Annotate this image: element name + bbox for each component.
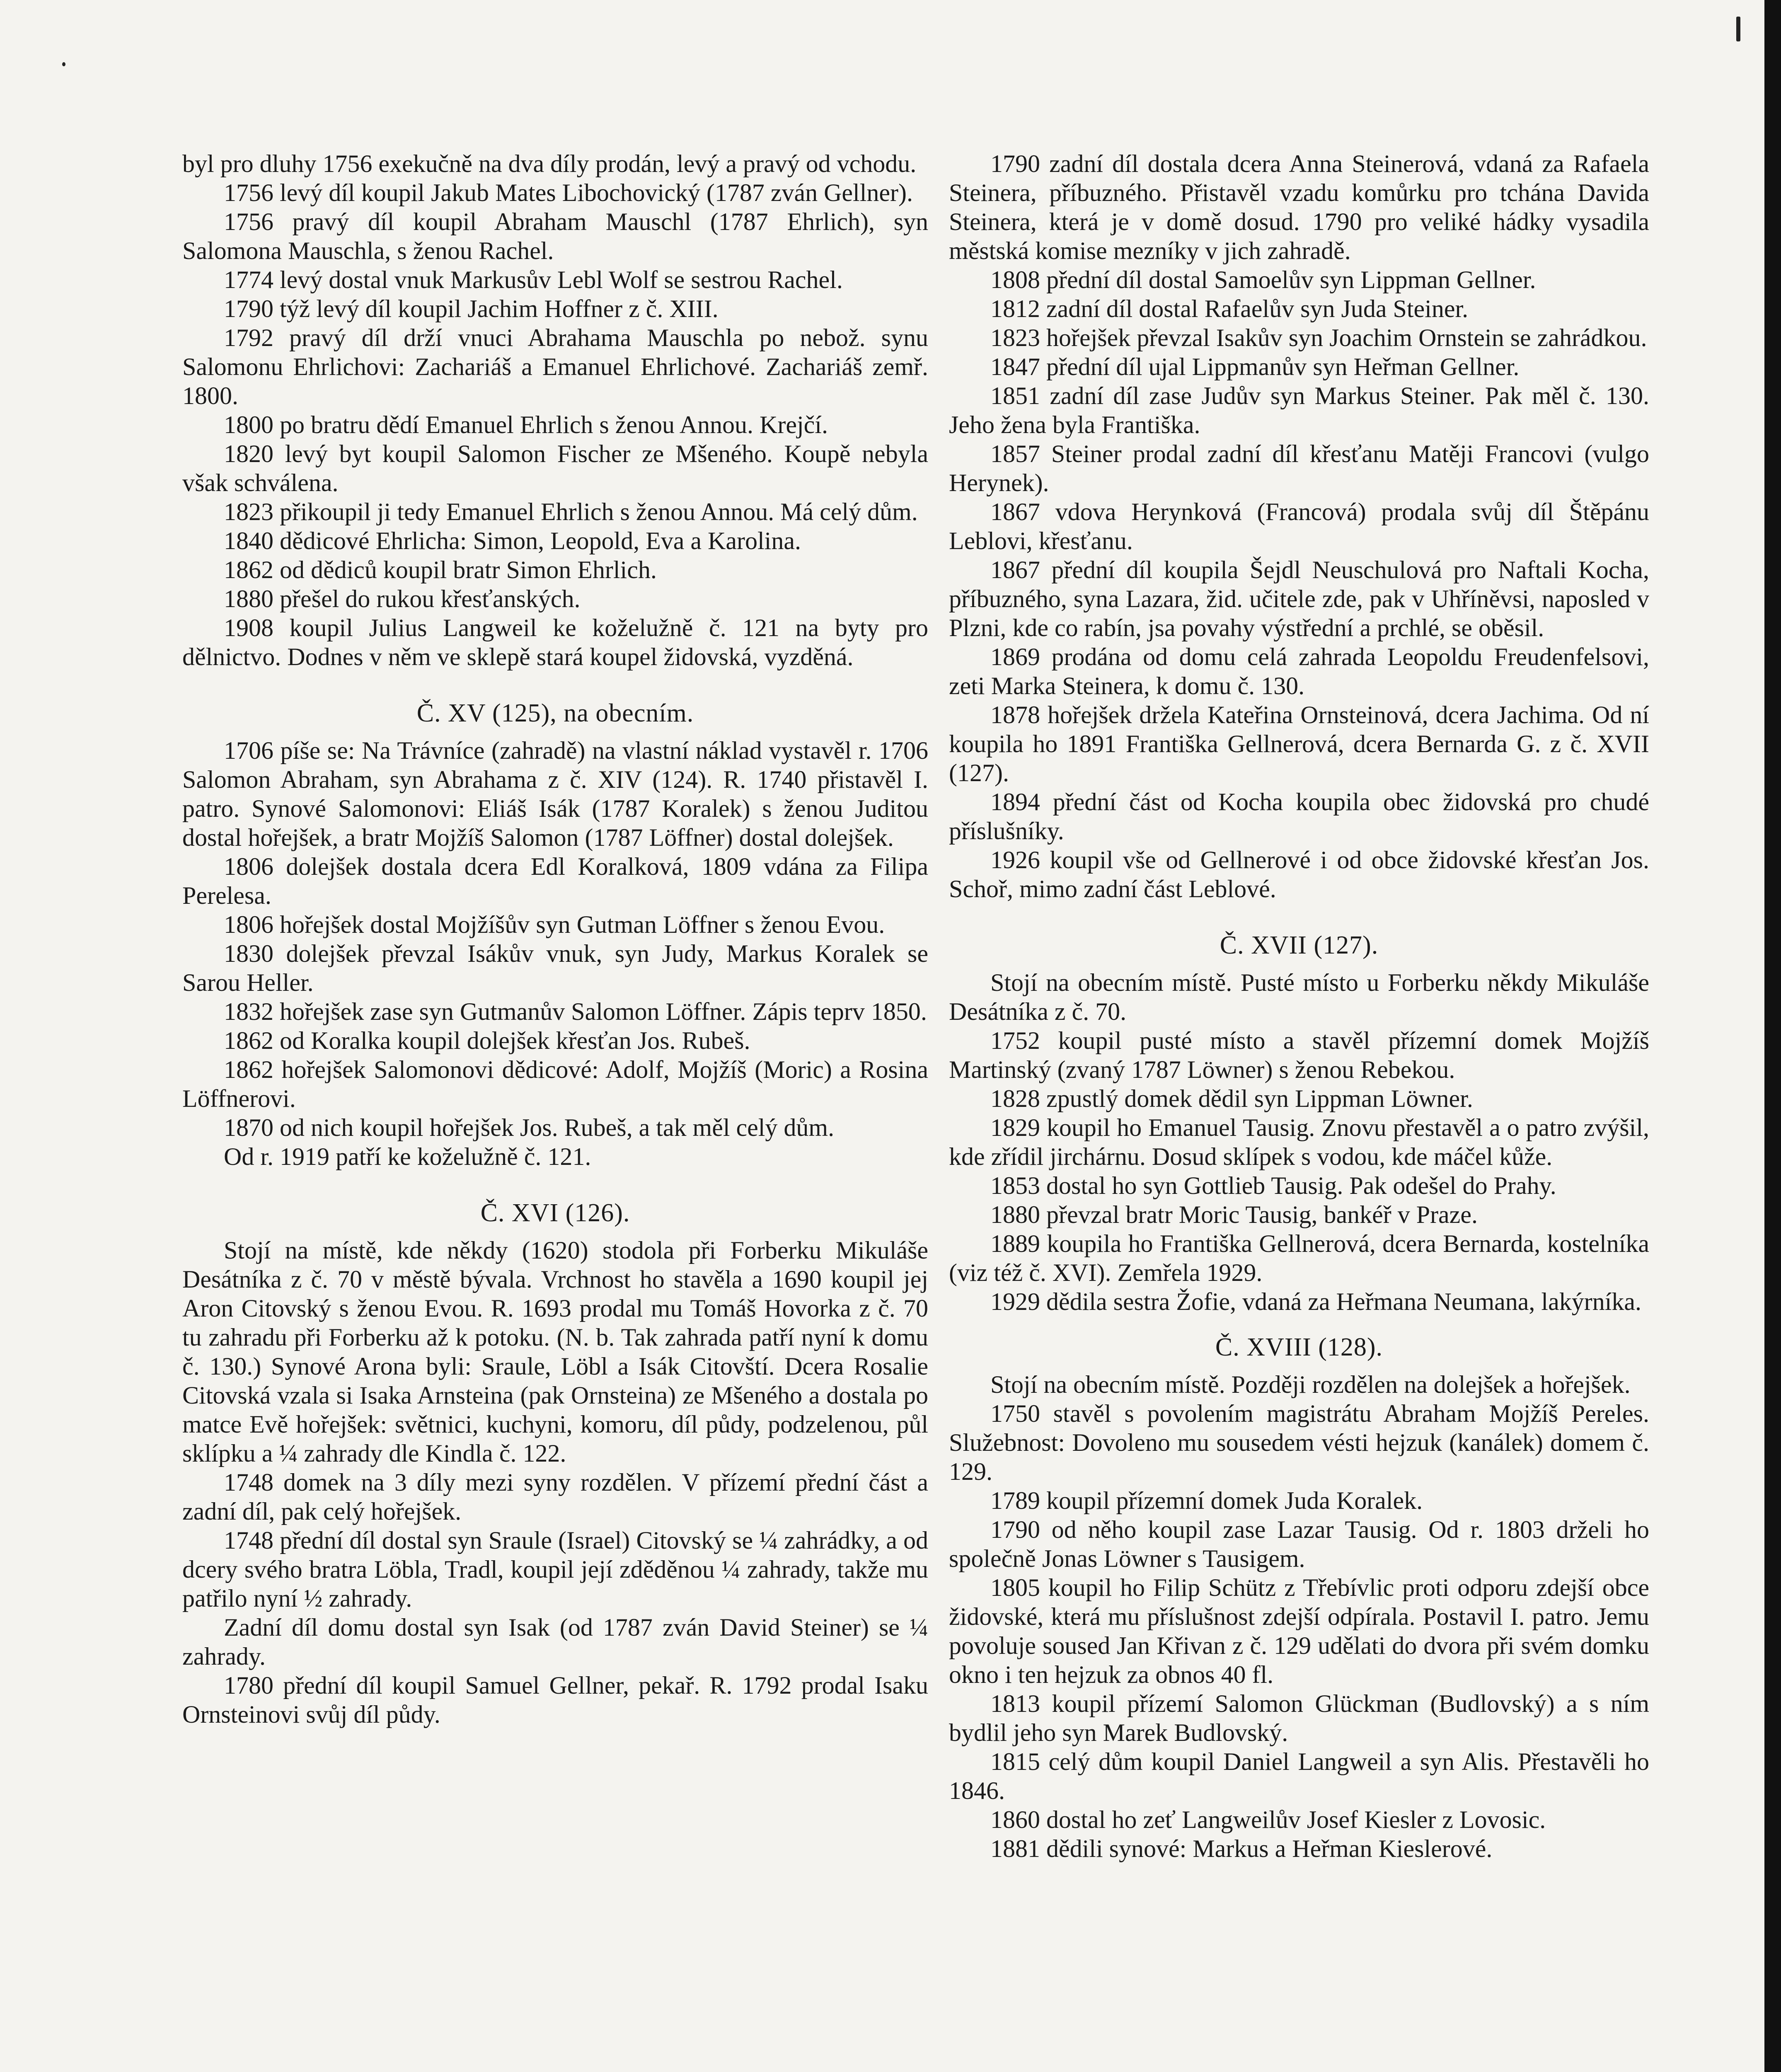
paragraph: byl pro dluhy 1756 exekučně na dva díly prodán, levý a pravý od vchodu. [182, 150, 917, 177]
paragraph: 1806 dolejšek dostala dcera Edl Koralková, 1809 vdána za Filipa Perelesa. [182, 853, 928, 909]
paragraph: 1857 Steiner prodal zadní díl křesťanu Matěji Francovi (vulgo Herynek). [949, 440, 1649, 496]
paragraph: Stojí na obecním místě. Pusté místo u Forberku někdy Mikuláše Desátníka z č. 70. [949, 969, 1649, 1025]
paragraph: Stojí na obecním místě. Později rozdělen na dolejšek a hořejšek. [990, 1371, 1631, 1398]
paragraph: 1820 levý byt koupil Salomon Fischer ze Mšeného. Koupě nebyla však schválena. [182, 440, 928, 496]
paragraph: 1860 dostal ho zeť Langweilův Josef Kiesler z Lovosic. [990, 1806, 1546, 1833]
paragraph: 1829 koupil ho Emanuel Tausig. Znovu přestavěl a o patro zvýšil, kde zřídil jirchárnu. Dosud sklípek s vodou, kde máčel kůže. [949, 1114, 1649, 1170]
paragraph: 1756 pravý díl koupil Abraham Mauschl (1787 Ehrlich), syn Salomona Mauschla, s ženou Rachel. [182, 208, 928, 264]
paragraph: 1832 hořejšek zase syn Gutmanův Salomon Löffner. Zápis teprv 1850. [224, 998, 927, 1025]
paragraph: 1706 píše se: Na Trávníce (zahradě) na vlastní náklad vystavěl r. 1706 Salomon Abraham, syn Abrahama z č. XIV (124). R. 1740 přistavěl I. patro. Synové Salomonovi: Eliáš Isák (1787 Koralek) s ženou Juditou dostal hořejšek, a bratr Mojžíš Salomon (1787 Löffner) dostal dolejšek. [182, 737, 928, 851]
paragraph: 1790 zadní díl dostala dcera Anna Steinerová, vdaná za Rafaela Steinera, příbuzného. Přistavěl vzadu komůrku pro tchána Davida Steinera, která je v domě dosud. 1790 pro veliké hádky vysadila městská komise mezníky v jich zahradě. [949, 150, 1649, 264]
paragraph: 1869 prodána od domu celá zahrada Leopoldu Freudenfelsovi, zeti Marka Steinera, k domu č. 130. [949, 643, 1649, 700]
paragraph: 1878 hořejšek držela Kateřina Ornsteinová, dcera Jachima. Od ní koupila ho 1891 Františka Gellnerová, dcera Bernarda G. z č. XVII (127). [949, 701, 1649, 787]
paragraph: 1880 přešel do rukou křesťanských. [224, 585, 581, 612]
paragraph: 1881 dědili synové: Markus a Heřman Kieslerové. [990, 1835, 1493, 1862]
paragraph: Od r. 1919 patří ke koželužně č. 121. [224, 1143, 591, 1170]
scan-speck [1736, 17, 1740, 41]
paragraph: 1790 od něho koupil zase Lazar Tausig. Od r. 1803 drželi ho společně Jonas Löwner s Tausigem. [949, 1516, 1649, 1572]
paragraph: 1789 koupil přízemní domek Juda Koralek. [990, 1487, 1423, 1514]
scan-speck [62, 62, 65, 66]
paragraph: 1851 zadní díl zase Judův syn Markus Steiner. Pak měl č. 130. Jeho žena byla Františka. [949, 382, 1649, 438]
paragraph: 1800 po bratru dědí Emanuel Ehrlich s ženou Annou. Krejčí. [224, 411, 828, 438]
section-heading: Č. XVI (126). [480, 1199, 630, 1227]
paragraph: 1853 dostal ho syn Gottlieb Tausig. Pak odešel do Prahy. [990, 1172, 1556, 1199]
paragraph: 1908 koupil Julius Langweil ke koželužně č. 121 na byty pro dělnictvo. Dodnes v něm ve sklepě stará koupel židovská, vyzděná. [182, 614, 928, 670]
paragraph: 1748 přední díl dostal syn Sraule (Israel) Citovský se ¼ zahrádky, a od dcery svého bratra Löbla, Tradl, koupil její zděděnou ¼ zahrady, takže mu patřilo nyní ½ zahrady. [182, 1527, 928, 1612]
paragraph: 1813 koupil přízemí Salomon Glückman (Budlovský) a s ním bydlil jeho syn Marek Budlovský. [949, 1690, 1649, 1746]
paragraph: 1840 dědicové Ehrlicha: Simon, Leopold, Eva a Karolina. [224, 527, 801, 554]
paragraph: 1808 přední díl dostal Samoelův syn Lippman Gellner. [990, 266, 1536, 293]
paragraph: 1805 koupil ho Filip Schütz z Třebívlic proti odporu zdejší obce židovské, která mu příslušnost zdejší odpírala. Postavil I. patro. Jemu povoluje soused Jan Křivan z č. 129 udělati do dvora při svém domku okno i ten hejzuk za obnos 40 fl. [949, 1574, 1649, 1688]
paragraph: 1830 dolejšek převzal Isákův vnuk, syn Judy, Markus Koralek se Sarou Heller. [182, 940, 928, 996]
paragraph: 1752 koupil pusté místo a stavěl přízemní domek Mojžíš Martinský (zvaný 1787 Löwner) s ženou Rebekou. [949, 1027, 1649, 1083]
paragraph: 1880 převzal bratr Moric Tausig, bankéř v Praze. [990, 1201, 1478, 1228]
paragraph: Zadní díl domu dostal syn Isak (od 1787 zván David Steiner) se ¼ zahrady. [182, 1614, 928, 1670]
paragraph: 1828 zpustlý domek dědil syn Lippman Löwner. [990, 1085, 1473, 1112]
paragraph: 1756 levý díl koupil Jakub Mates Libochovický (1787 zván Gellner). [224, 179, 913, 206]
paragraph: Stojí na místě, kde někdy (1620) stodola při Forberku Mikuláše Desátníka z č. 70 v městě bývala. Vrchnost ho stavěla a 1690 koupil jej Aron Citovský s ženou Evou. R. 1693 prodal mu Tomáš Hovorka z č. 70 tu zahradu při Forberku až k potoku. (N. b. Tak zahrada patří nyní k domu č. 130.) Synové Arona byli: Sraule, Löbl a Isák Citovští. Dcera Rosalie Citovská vzala si Isaka Arnsteina (pak Ornsteina) ze Mšeného a dostala po matce Evě hořejšek: světnici, kuchyni, komoru, díl půdy, podzelenou, půl sklípku a ¼ zahrady dle Kindla č. 122. [182, 1237, 928, 1467]
scan-edge-right [1764, 0, 1781, 2072]
paragraph: 1847 přední díl ujal Lippmanův syn Heřman Gellner. [990, 353, 1520, 380]
paragraph: 1823 hořejšek převzal Isakův syn Joachim Ornstein se zahrádkou. [990, 324, 1647, 351]
right-text-column [949, 149, 1649, 1863]
paragraph: 1889 koupila ho Františka Gellnerová, dcera Bernarda, kostelníka (viz též č. XVI). Zemřela 1929. [949, 1230, 1649, 1286]
section-heading: Č. XV (125), na obecním. [416, 699, 694, 727]
paragraph: 1750 stavěl s povolením magistrátu Abraham Mojžíš Pereles. Služebnost: Dovoleno mu sousedem vésti hejzuk (kanálek) domem č. 129. [949, 1400, 1649, 1485]
section-heading: Č. XVII (127). [1220, 931, 1379, 959]
paragraph: 1867 vdova Herynková (Francová) prodala svůj díl Štěpánu Leblovi, křesťanu. [949, 498, 1649, 554]
section-heading: Č. XVIII (128). [1215, 1333, 1383, 1361]
paragraph: 1823 přikoupil ji tedy Emanuel Ehrlich s ženou Annou. Má celý dům. [224, 498, 918, 525]
paragraph: 1815 celý dům koupil Daniel Langweil a syn Alis. Přestavěli ho 1846. [949, 1748, 1649, 1804]
paragraph: 1792 pravý díl drží vnuci Abrahama Mauschla po nebož. synu Salomonu Ehrlichovi: Zachariáš a Emanuel Ehrlichové. Zachariáš zemř. 1800. [182, 324, 928, 409]
paragraph: 1862 od dědiců koupil bratr Simon Ehrlich. [224, 556, 657, 583]
paragraph: 1780 přední díl koupil Samuel Gellner, pekař. R. 1792 prodal Isaku Ornsteinovi svůj díl půdy. [182, 1672, 928, 1728]
left-text-column [182, 149, 928, 1729]
paragraph: 1748 domek na 3 díly mezi syny rozdělen. V přízemí přední část a zadní díl, pak celý hořejšek. [182, 1469, 928, 1525]
paragraph: 1812 zadní díl dostal Rafaelův syn Juda Steiner. [990, 295, 1469, 322]
paragraph: 1870 od nich koupil hořejšek Jos. Rubeš, a tak měl celý dům. [224, 1114, 835, 1141]
paragraph: 1926 koupil vše od Gellnerové i od obce židovské křesťan Jos. Schoř, mimo zadní část Leblové. [949, 846, 1649, 903]
paragraph: 1806 hořejšek dostal Mojžíšův syn Gutman Löffner s ženou Evou. [224, 911, 885, 938]
paragraph: 1894 přední část od Kocha koupila obec židovská pro chudé příslušníky. [949, 788, 1649, 845]
paragraph: 1867 přední díl koupila Šejdl Neuschulová pro Naftali Kocha, příbuzného, syna Lazara, žid. učitele zde, pak v Uhříněvsi, naposled v Plzni, kde co rabín, jsa povahy výstřední a prchlé, se oběsil. [949, 556, 1649, 641]
paragraph: 1774 levý dostal vnuk Markusův Lebl Wolf se sestrou Rachel. [224, 266, 843, 293]
paragraph: 1929 dědila sestra Žofie, vdaná za Heřmana Neumana, lakýrníka. [990, 1288, 1642, 1315]
paragraph: 1862 hořejšek Salomonovi dědicové: Adolf, Mojžíš (Moric) a Rosina Löffnerovi. [182, 1056, 928, 1112]
paragraph: 1790 týž levý díl koupil Jachim Hoffner z č. XIII. [224, 295, 719, 322]
paragraph: 1862 od Koralka koupil dolejšek křesťan Jos. Rubeš. [224, 1027, 750, 1054]
